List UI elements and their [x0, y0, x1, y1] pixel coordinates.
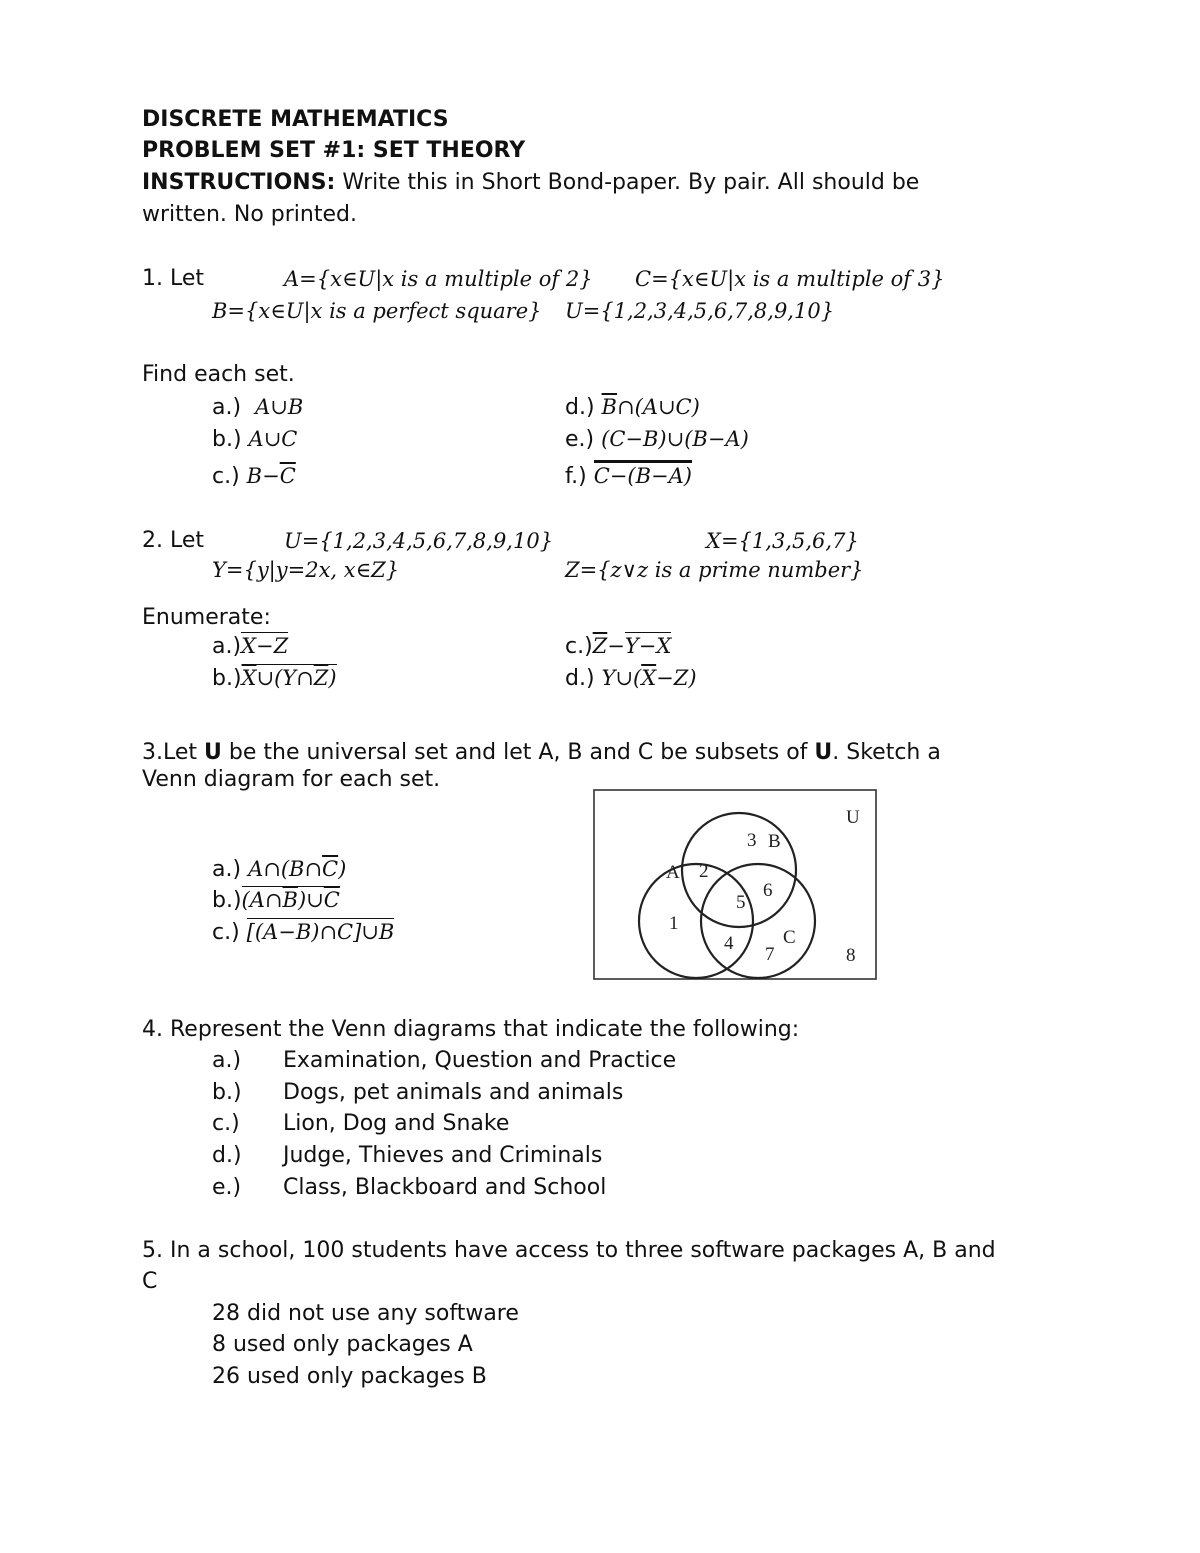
q3-line-2: Venn diagram for each set. — [142, 767, 441, 792]
region-5: 5 — [736, 892, 746, 913]
instructions — [142, 169, 919, 197]
label-set-b: B — [768, 831, 781, 852]
region-7: 7 — [765, 944, 775, 965]
problem-set-title: PROBLEM SET #1: SET THEORY — [142, 138, 526, 163]
q1-item-e — [565, 425, 749, 454]
q2-item-c — [565, 632, 671, 661]
q1-a-label: a.) — [212, 395, 242, 420]
label-set-a: A — [666, 862, 680, 883]
q3-b-expr-1: (A∩ — [241, 888, 283, 912]
q5-line-2: C — [142, 1269, 158, 1294]
q3-c-label: c.) — [212, 920, 240, 945]
q1-item-c — [212, 462, 296, 491]
q3-l1-b: be the universal set and let A, B and C be subsets of — [221, 740, 815, 765]
q5-item-1: 28 did not use any software — [212, 1301, 519, 1326]
q2-item-b — [212, 664, 337, 693]
q2-d-expr-1: Y∪( — [601, 666, 642, 690]
q1-item-f — [565, 462, 692, 491]
q3-item-b — [212, 886, 340, 915]
region-1: 1 — [669, 913, 679, 934]
q3-l1-u2: U — [814, 740, 833, 765]
q3-b-expr-3: )∪ — [297, 888, 324, 912]
q1-b-label: b.) — [212, 427, 242, 452]
q3-l1-u: U — [204, 740, 222, 765]
q3-line-1 — [142, 739, 941, 767]
q1-def-a: A={x∈U|x is a multiple of 2} — [284, 267, 593, 291]
q4-item-a-text: Examination, Question and Practice — [283, 1048, 677, 1073]
q4-item-b-text: Dogs, pet animals and animals — [283, 1080, 624, 1105]
q4-intro: 4. Represent the Venn diagrams that indicate the following: — [142, 1017, 800, 1042]
q1-def-b: B={x∈U|x is a perfect square} — [212, 299, 542, 323]
course-title: DISCRETE MATHEMATICS — [142, 107, 449, 132]
q2-d-label: d.) — [565, 666, 595, 691]
q3-a-expr-3: ) — [338, 857, 347, 881]
q2-d-expr-3: −Z) — [656, 666, 697, 690]
q2-def-y: Y={y|y=2x, x∈Z} — [212, 558, 400, 582]
q2-item-d — [565, 664, 697, 693]
venn-diagram — [593, 789, 878, 982]
q1-b-expr: A∪C — [248, 427, 298, 451]
q4-item-c-text: Lion, Dog and Snake — [283, 1111, 510, 1136]
q1-def-c: C={x∈U|x is a multiple of 3} — [635, 267, 945, 291]
q1-c-label: c.) — [212, 464, 240, 489]
q1-def-u: U={1,2,3,4,5,6,7,8,9,10} — [565, 299, 835, 323]
q3-a-expr-1: A∩(B∩ — [248, 857, 323, 881]
q2-b-expr-2: ∪(Y∩ — [256, 666, 314, 690]
q1-a-expr: A∪B — [255, 395, 304, 419]
q3-c-expr: [(A−B)∩C]∪B — [246, 920, 395, 944]
q1-d-expr-2: ∩(A∪C) — [616, 395, 700, 419]
q4-item-a-label: a.) — [212, 1048, 242, 1073]
q4-item-e-text: Class, Blackboard and School — [283, 1175, 607, 1200]
q3-b-label: b.) — [212, 888, 242, 913]
universe-box — [594, 790, 876, 979]
q2-c-expr-1: $\overline{Z}$ — [592, 634, 608, 658]
q4-item-e-label: e.) — [212, 1175, 242, 1200]
q3-l1-a: 3.Let — [142, 740, 205, 765]
region-8: 8 — [846, 945, 856, 966]
q1-d-label: d.) — [565, 395, 595, 420]
q2-intro: 2. Let — [142, 528, 205, 553]
q1-f-expr: C−(B−A) — [594, 460, 692, 488]
region-4: 4 — [724, 933, 734, 954]
q2-a-expr: X−Z — [241, 634, 289, 658]
q1-e-label: e.) — [565, 427, 595, 452]
q2-b-expr-3: $\overline{Z}$ — [313, 666, 329, 690]
label-set-c: C — [783, 927, 796, 948]
circle-a — [639, 864, 753, 978]
q3-a-expr-2: $\overline{C}$ — [322, 857, 339, 881]
q1-c-expr-1: B− — [246, 464, 280, 488]
instructions-text-2: written. No printed. — [142, 202, 357, 227]
q4-item-c-label: c.) — [212, 1111, 240, 1136]
instructions-text: Write this in Short Bond-paper. By pair. All should be — [335, 170, 920, 195]
q4-item-d-label: d.) — [212, 1143, 242, 1168]
circle-c — [701, 864, 815, 978]
q2-c-label: c.) — [565, 634, 593, 659]
q5-item-2: 8 used only packages A — [212, 1332, 473, 1357]
q2-c-expr-3: Y−X — [624, 634, 672, 658]
label-universe: U — [846, 807, 860, 828]
q1-item-d — [565, 393, 700, 422]
q1-intro: 1. Let — [142, 266, 205, 291]
q2-c-expr-2: − — [607, 634, 625, 658]
region-6: 6 — [763, 880, 773, 901]
q3-item-c — [212, 918, 394, 947]
q4-item-d-text: Judge, Thieves and Criminals — [283, 1143, 603, 1168]
q2-def-x: X={1,3,5,6,7} — [706, 529, 859, 553]
q2-b-expr-4: ) — [328, 666, 337, 690]
q1-c-expr-2: $\overline{C}$ — [279, 464, 296, 488]
q1-item-b — [212, 425, 297, 454]
q2-item-a — [212, 632, 288, 661]
region-3: 3 — [747, 830, 757, 851]
q1-item-a — [212, 393, 303, 422]
q3-l1-c: . Sketch a — [832, 740, 941, 765]
q3-item-a — [212, 855, 346, 884]
q3-b-expr-group — [242, 886, 340, 912]
q2-def-u: U={1,2,3,4,5,6,7,8,9,10} — [284, 529, 554, 553]
q3-b-expr-2: $\overline{B}$ — [282, 888, 298, 912]
q4-item-b-label: b.) — [212, 1080, 242, 1105]
region-2: 2 — [699, 861, 709, 882]
q1-d-expr-1: $\overline{B}$ — [601, 395, 617, 419]
q1-e-expr: (C−B)∪(B−A) — [601, 427, 749, 451]
q2-b-label: b.) — [212, 666, 242, 691]
q5-line-1: 5. In a school, 100 students have access to three software packages A, B and — [142, 1238, 996, 1263]
instructions-label: INSTRUCTIONS: — [142, 170, 336, 195]
q2-b-expr-1: $\overline{X}$ — [241, 666, 257, 690]
q2-enumerate: Enumerate: — [142, 605, 271, 630]
q2-d-expr-2: $\overline{X}$ — [641, 666, 657, 690]
q3-b-expr-4: $\overline{C}$ — [323, 888, 340, 912]
q1-find: Find each set. — [142, 362, 295, 387]
q1-f-label: f.) — [565, 464, 587, 489]
q2-b-expr-group — [242, 664, 337, 690]
q3-a-label: a.) — [212, 857, 242, 882]
q2-a-label: a.) — [212, 634, 242, 659]
q2-def-z: Z={z∨z is a prime number} — [565, 558, 864, 582]
q5-item-3: 26 used only packages B — [212, 1364, 487, 1389]
